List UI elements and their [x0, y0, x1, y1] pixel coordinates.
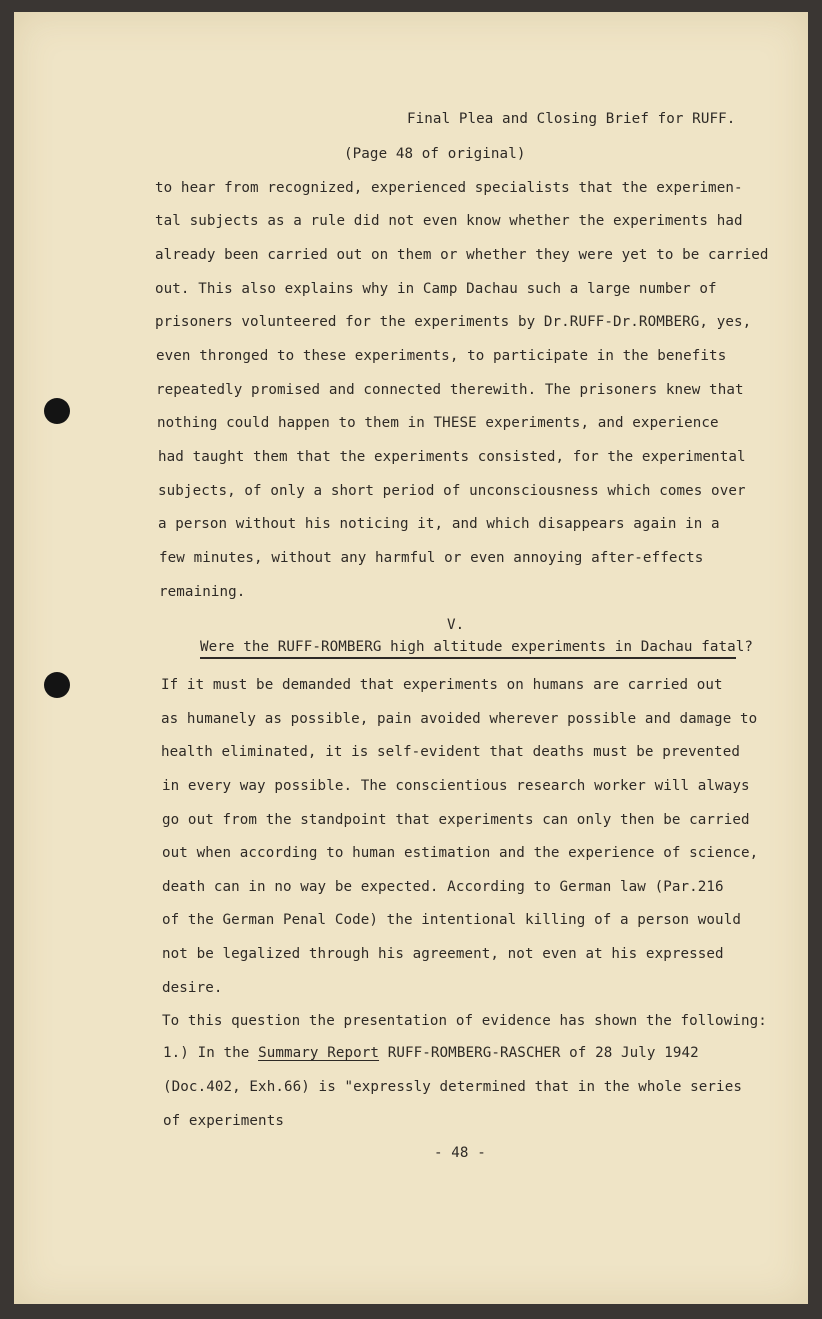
- body-line: prisoners volunteered for the experiments by Dr.RUFF-Dr.ROMBERG, yes,: [155, 314, 752, 330]
- section-heading: Were the RUFF-ROMBERG high altitude experiments in Dachau fatal?: [200, 639, 754, 655]
- section-heading-underline: [200, 657, 736, 659]
- evidence-line: of experiments: [163, 1113, 284, 1129]
- body-line: had taught them that the experiments consisted, for the experimental: [158, 449, 746, 465]
- section-number: V.: [447, 617, 465, 633]
- body-line: even thronged to these experiments, to participate in the benefits: [156, 348, 727, 364]
- body-line: already been carried out on them or whether they were yet to be carried: [155, 247, 769, 263]
- binder-hole-bottom: [44, 672, 70, 698]
- item-1-suffix: RUFF-ROMBERG-RASCHER of 28 July 1942: [379, 1045, 699, 1061]
- section-line: of the German Penal Code) the intentional killing of a person would: [162, 912, 741, 928]
- summary-report-underlined: Summary Report: [258, 1045, 380, 1061]
- section-line: out when according to human estimation and the experience of science,: [162, 845, 759, 861]
- page-number: - 48 -: [434, 1145, 486, 1161]
- item-1-prefix: 1.) In the: [163, 1045, 259, 1061]
- section-line: not be legalized through his agreement, not even at his expressed: [162, 946, 724, 962]
- section-line: go out from the standpoint that experiments can only then be carried: [162, 812, 750, 828]
- body-line: subjects, of only a short period of unconsciousness which comes over: [158, 483, 746, 499]
- section-line: as humanely as possible, pain avoided wherever possible and damage to: [161, 711, 758, 727]
- body-line: remaining.: [159, 584, 246, 600]
- evidence-item-1: [163, 1045, 699, 1061]
- section-line: in every way possible. The conscientious research worker will always: [162, 778, 750, 794]
- evidence-line: (Doc.402, Exh.66) is "expressly determined that in the whole series: [163, 1079, 742, 1095]
- body-line: few minutes, without any harmful or even annoying after-effects: [159, 550, 704, 566]
- body-line: tal subjects as a rule did not even know whether the experiments had: [155, 213, 743, 229]
- document-title: Final Plea and Closing Brief for RUFF.: [407, 111, 736, 127]
- body-line: out. This also explains why in Camp Dachau such a large number of: [155, 281, 717, 297]
- evidence-intro: To this question the presentation of evidence has shown the following:: [162, 1013, 767, 1029]
- original-page-reference: (Page 48 of original): [344, 146, 526, 162]
- body-line: a person without his noticing it, and which disappears again in a: [158, 516, 720, 532]
- binder-hole-top: [44, 398, 70, 424]
- body-line: nothing could happen to them in THESE experiments, and experience: [157, 415, 719, 431]
- section-line: death can in no way be expected. According to German law (Par.216: [162, 879, 724, 895]
- section-line: If it must be demanded that experiments on humans are carried out: [161, 677, 723, 693]
- body-line: repeatedly promised and connected therewith. The prisoners knew that: [156, 382, 744, 398]
- document-page: [14, 12, 808, 1304]
- body-line: to hear from recognized, experienced specialists that the experimen-: [155, 180, 743, 196]
- section-line: health eliminated, it is self-evident that deaths must be prevented: [161, 744, 740, 760]
- section-line: desire.: [162, 980, 223, 996]
